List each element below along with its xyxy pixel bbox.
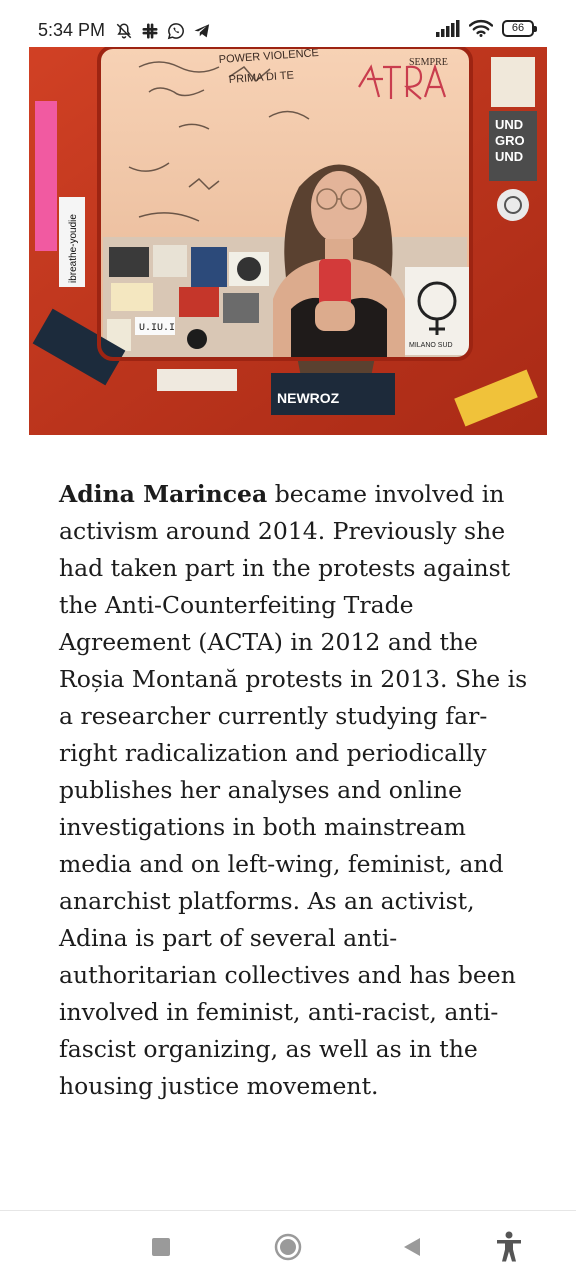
- svg-text:PRIMA DI TE: PRIMA DI TE: [228, 69, 295, 86]
- status-left: [38, 20, 211, 41]
- svg-text:POWER VIOLENCE: POWER VIOLENCE: [218, 47, 320, 66]
- article-body: [59, 476, 529, 1105]
- slack-icon: [141, 22, 159, 40]
- person-name: Adina Marincea: [59, 480, 268, 508]
- notifications-off-icon: [115, 22, 133, 40]
- article-text: became involved in activism around 2014. Previously she had taken part in the protests against the Anti-Counterfeiting Trade Agreement (ACTA) in 2012 and the Roșia Montană protests in 2013. She is a researcher currently studying far-right radicalization and periodically publishes her analyses and online investigations in both mainstream media and on left-wing, feminist, and anarchist platforms. As an activist, Adina is part of several anti-authoritarian collectives and has been involved in feminist, anti-racist, anti-fascist organizing, as well as in the housing justice movement.: [59, 480, 528, 1100]
- svg-text:SEMPRE: SEMPRE: [409, 57, 448, 68]
- accessibility-icon: [495, 1231, 523, 1263]
- svg-text:NEWROZ: NEWROZ: [277, 390, 340, 406]
- whatsapp-icon: [167, 22, 185, 40]
- signal-icon: [436, 20, 460, 37]
- back-button[interactable]: [394, 1229, 430, 1265]
- photo-icon: [29, 47, 547, 435]
- svg-text:MILANO SUD: MILANO SUD: [409, 342, 453, 349]
- svg-text:UND: UND: [495, 149, 524, 164]
- back-triangle-icon: [402, 1236, 422, 1258]
- svg-text:UND: UND: [495, 117, 524, 132]
- svg-text:GRO: GRO: [495, 133, 525, 148]
- telegram-icon: [193, 22, 211, 40]
- status-time: 5:34 PM: [38, 20, 106, 40]
- svg-text:U.IU.I: U.IU.I: [139, 323, 176, 334]
- circle-icon: [274, 1233, 302, 1261]
- square-icon: [151, 1237, 171, 1257]
- article-photo: [29, 47, 547, 435]
- status-right: [436, 19, 534, 37]
- navigation-bar: [0, 1211, 576, 1280]
- home-button[interactable]: [270, 1229, 306, 1265]
- recents-button[interactable]: [143, 1229, 179, 1265]
- accessibility-button[interactable]: [491, 1229, 527, 1265]
- wifi-icon: [469, 19, 493, 37]
- battery-icon: 66: [502, 20, 534, 37]
- svg-text:ibreathe-youdie: ibreathe-youdie: [68, 214, 79, 283]
